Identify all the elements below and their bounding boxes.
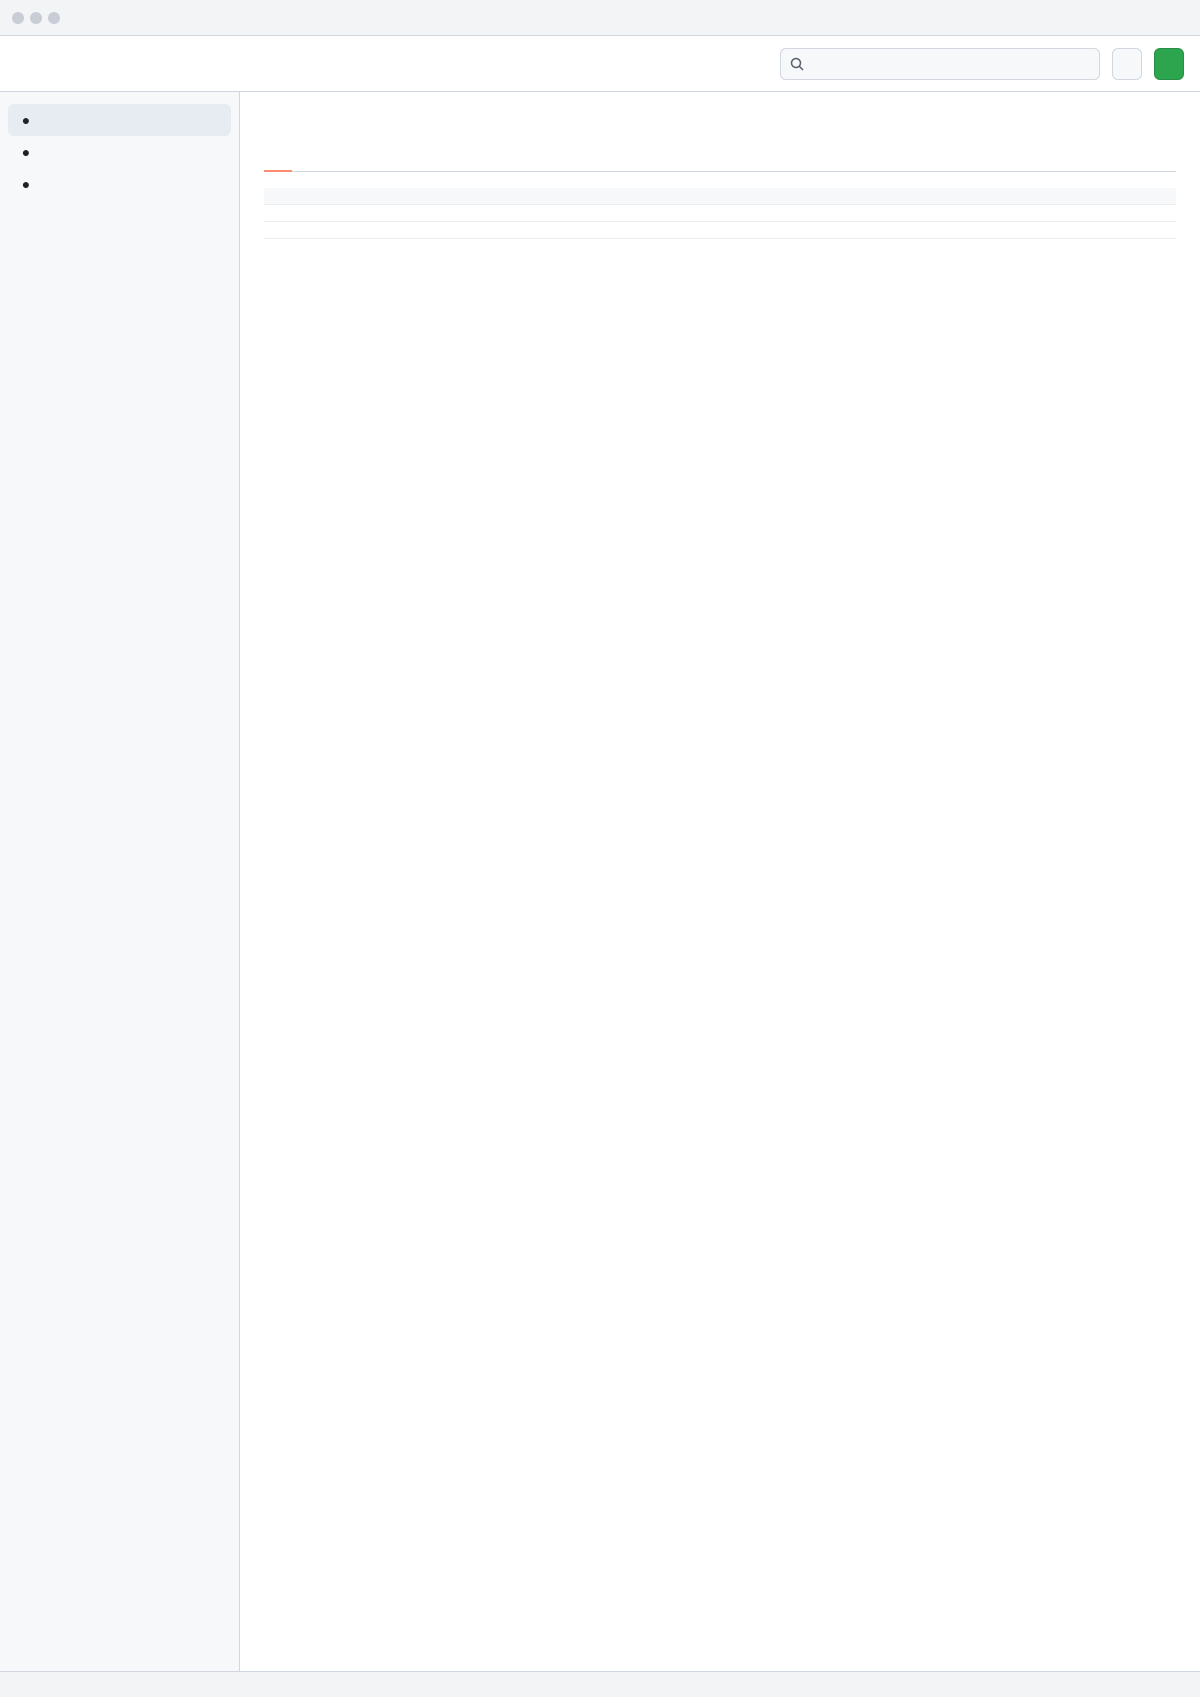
maximize-window-button[interactable] (48, 12, 60, 24)
tab-bar (264, 154, 1176, 172)
search-input[interactable] (811, 56, 1091, 71)
sidebar (0, 92, 240, 1671)
tab-1[interactable] (296, 154, 324, 172)
table-row[interactable] (264, 205, 1176, 222)
close-window-button[interactable] (12, 12, 24, 24)
table-cell (568, 205, 872, 222)
search-icon (789, 56, 805, 72)
main-content (240, 92, 1200, 1671)
page-title (264, 112, 1176, 140)
sidebar-item-0[interactable] (8, 104, 231, 136)
status-bar (0, 1671, 1200, 1697)
column-header[interactable] (872, 188, 1176, 205)
table-cell (872, 222, 1176, 239)
primary-button[interactable] (1154, 48, 1184, 80)
table-cell (264, 222, 568, 239)
column-header[interactable] (568, 188, 872, 205)
table-cell (568, 222, 872, 239)
title-bar (0, 0, 1200, 36)
sidebar-item-icon: ● (21, 144, 31, 160)
sidebar-item-2[interactable] (8, 168, 231, 200)
table-cell (264, 205, 568, 222)
sidebar-item-1[interactable] (8, 136, 231, 168)
sidebar-item-icon: ● (21, 176, 31, 192)
column-header[interactable] (264, 188, 568, 205)
table-header-row (264, 188, 1176, 205)
search-box[interactable] (780, 48, 1100, 80)
minimize-window-button[interactable] (30, 12, 42, 24)
header-toolbar (0, 36, 1200, 92)
body-area (0, 92, 1200, 1671)
sidebar-item-icon: ● (21, 112, 31, 128)
window-controls (12, 12, 60, 24)
tab-0[interactable] (264, 154, 292, 172)
secondary-button[interactable] (1112, 48, 1142, 80)
table-row[interactable] (264, 222, 1176, 239)
data-table (264, 188, 1176, 239)
table-cell (872, 205, 1176, 222)
